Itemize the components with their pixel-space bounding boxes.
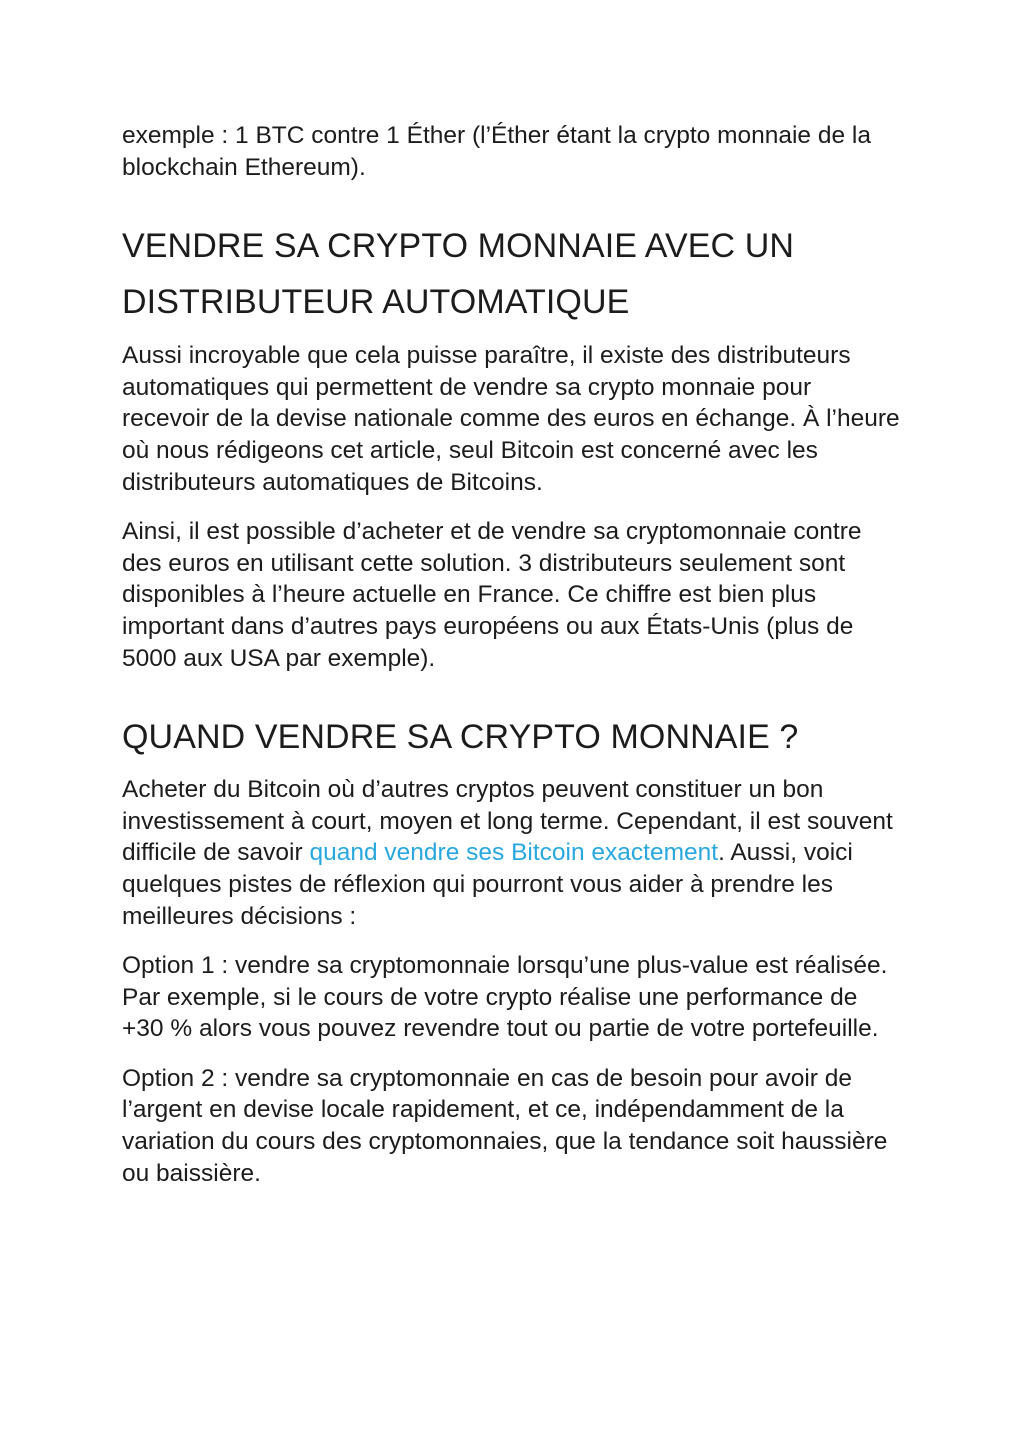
- paragraph-when-intro-text-before: Acheter du Bitcoin où d’autres cryptos peuvent constituer un bon investissement à court, moyen et long terme. Cependant, il est souvent difficile de savoir: [122, 776, 893, 867]
- intro-paragraph: exemple : 1 BTC contre 1 Éther (l’Éther étant la crypto monnaie de la blockchain Ethereum).: [122, 122, 871, 181]
- paragraph-atm-description: Aussi incroyable que cela puisse paraître, il existe des distributeurs automatiques qui permettent de vendre sa crypto monnaie pour recevoir de la devise nationale comme des euros en échange. À l’heure où nous rédigeons cet article, seul Bitcoin est concerné avec les distributeurs automatiques de Bitcoins.: [122, 342, 900, 496]
- heading-sell-with-atm: VENDRE SA CRYPTO MONNAIE AVEC UN DISTRIBUTEUR AUTOMATIQUE: [122, 227, 795, 322]
- link-when-to-sell-bitcoin[interactable]: quand vendre ses Bitcoin exactement: [309, 839, 719, 867]
- paragraph-option-2: Option 2 : vendre sa cryptomonnaie en cas de besoin pour avoir de l’argent en devise locale rapidement, et ce, indépendamment de la variation du cours des cryptomonnaies, que la tendance soit haussière ou baissière.: [122, 1064, 888, 1187]
- document-page: [122, 120, 902, 1189]
- heading-when-to-sell: QUAND VENDRE SA CRYPTO MONNAIE ?: [122, 718, 799, 757]
- paragraph-option-1: Option 1 : vendre sa cryptomonnaie lorsqu’une plus-value est réalisée. Par exemple, si le cours de votre crypto réalise une performance de +30 % alors vous pouvez revendre tout ou partie de votre portefeuille.: [122, 952, 888, 1043]
- paragraph-when-intro-text-after: . Aussi, voici quelques pistes de réflexion qui pourront vous aider à prendre les meilleures décisions :: [122, 839, 853, 930]
- paragraph-when-intro: [122, 774, 902, 932]
- paragraph-atm-availability: Ainsi, il est possible d’acheter et de vendre sa cryptomonnaie contre des euros en utilisant cette solution. 3 distributeurs seulement sont disponibles à l’heure actuelle en France. Ce chiffre est bien plus important dans d’autres pays européens ou aux États-Unis (plus de 5000 aux USA par exemple).: [122, 518, 862, 672]
